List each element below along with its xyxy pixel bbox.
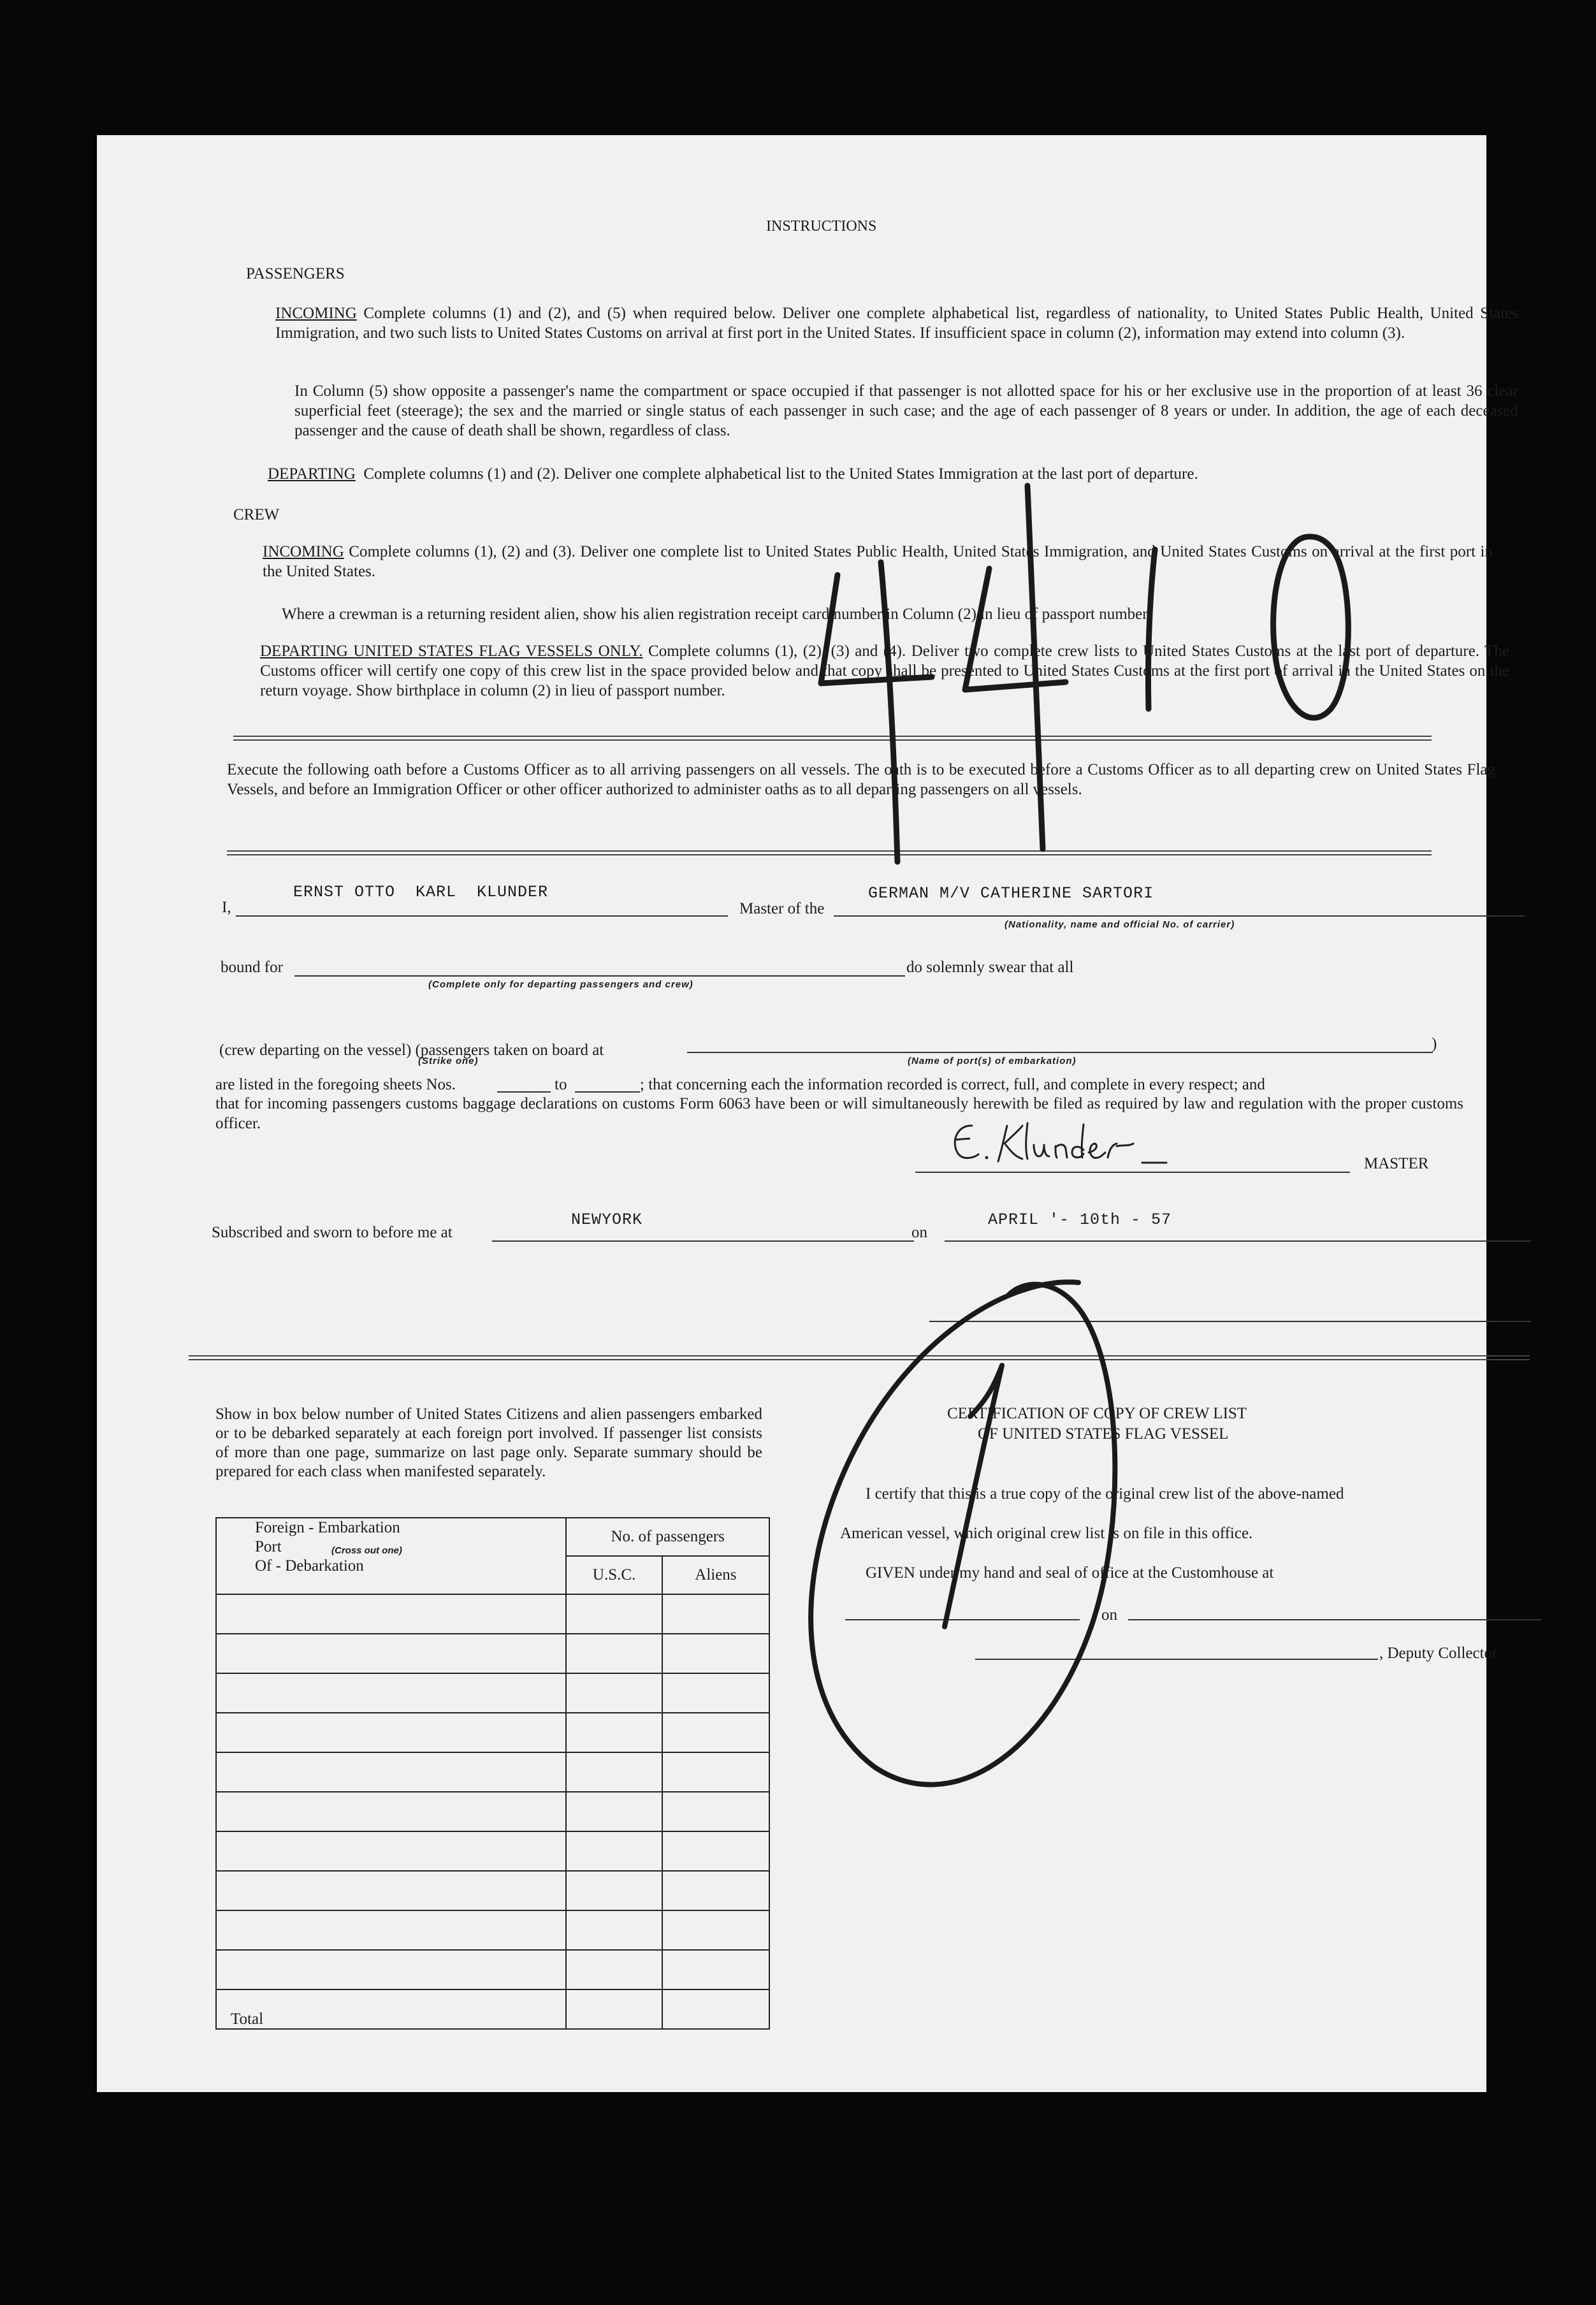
col-port-line3: Of - Debarkation [255, 1557, 364, 1574]
form-page [97, 135, 1519, 2092]
col-port-line1: Foreign - Embarkation [255, 1519, 400, 1536]
table-cell [216, 1831, 566, 1871]
passenger-summary-table [215, 1517, 770, 2030]
table-cell [566, 1673, 662, 1713]
cert-on-label: on [1101, 1606, 1117, 1624]
customs-text: that for incoming passengers customs baggage declarations on customs Form 6063 have been or will simultaneously herewith be filed as required by law and regulation with the proper customs officer. [215, 1095, 1463, 1132]
master-name-value: ERNST OTTO KARL KLUNDER [293, 883, 549, 901]
port-caption: (Name of port(s) of embarkation) [908, 1056, 1077, 1066]
crew-departing-label: DEPARTING UNITED STATES FLAG VESSELS ONLY. [260, 643, 643, 660]
to-label: to [555, 1076, 567, 1093]
passengers-departing-text: Complete columns (1) and (2). Deliver one complete alphabetical list to the United States Immigration at the last port of departure. [363, 465, 1198, 483]
table-cell [662, 1910, 769, 1950]
table-cell [566, 1989, 662, 2029]
certify-line2: American vessel, which original crew list is on file in this office. [840, 1525, 1253, 1542]
passengers-incoming-label: INCOMING [275, 305, 357, 322]
col-port-line2: Port [255, 1538, 282, 1555]
table-cell [662, 1752, 769, 1792]
table-cell [566, 1950, 662, 1989]
bound-for-label: bound for [221, 959, 283, 976]
table-cell [662, 1673, 769, 1713]
table-cell [662, 1950, 769, 1989]
table-cell [566, 1594, 662, 1634]
sheet-from-line [497, 1091, 551, 1093]
master-signature [932, 1117, 1212, 1174]
carrier-value: GERMAN M/V CATHERINE SARTORI [868, 884, 1154, 903]
table-cell [566, 1792, 662, 1831]
col-aliens: Aliens [662, 1556, 769, 1594]
bound-caption: (Complete only for departing passengers and crew) [428, 979, 693, 990]
table-cell [216, 1792, 566, 1831]
crew-passengers-text: (crew departing on the vessel) (passengers taken on board at [219, 1042, 604, 1059]
table-cell [566, 1831, 662, 1871]
certify-line1: I certify that this is a true copy of the original crew list of the above-named [866, 1485, 1344, 1502]
crew-incoming-text: Complete columns (1), (2) and (3). Deliver one complete list to United States Public Health, United States Immigration, and United States Customs on arrival at the first port in the United States. [263, 543, 1493, 580]
passengers-incoming-paragraph [275, 303, 1518, 343]
table-cell [216, 1634, 566, 1673]
table-cell [216, 1910, 566, 1950]
table-cell [662, 1792, 769, 1831]
handwritten-circled-number [779, 1270, 1136, 1818]
instructions-heading: INSTRUCTIONS [766, 218, 877, 235]
port-column-header [216, 1518, 566, 1594]
table-cell [662, 1594, 769, 1634]
swear-text: do solemnly swear that all [906, 959, 1074, 976]
embarkation-line [687, 1052, 1433, 1053]
passengers-incoming-text: Complete columns (1) and (2), and (5) when required below. Deliver one complete alphabetical list, regardless of nationality, to United States Public Health, United States Immigration, and two such lists to United States Customs on arrival at first port in the United States. If insufficient space in column (2), information may extend into column (3). [275, 305, 1519, 342]
correct-text: ; that concerning each the information recorded is correct, full, and complete in every respect; and [640, 1076, 1265, 1093]
table-cell [566, 1910, 662, 1950]
oath-i-label: I, [222, 899, 231, 916]
handwritten-sheet-number [798, 467, 1423, 1028]
crew-incoming-label: INCOMING [263, 543, 344, 560]
sheet-to-line [575, 1091, 640, 1093]
table-cell [566, 1634, 662, 1673]
table-cell [662, 1871, 769, 1910]
master-label: MASTER [1364, 1155, 1429, 1172]
passengers-departing-label: DEPARTING [268, 465, 356, 483]
crew-label: CREW [233, 506, 280, 523]
table-cell [216, 1871, 566, 1910]
on-label: on [911, 1224, 927, 1241]
sworn-date-line [945, 1240, 1531, 1242]
table-cell [566, 1752, 662, 1792]
subscribed-label: Subscribed and sworn to before me at [212, 1224, 453, 1241]
total-label: Total [216, 1989, 566, 2029]
table-cell [216, 1594, 566, 1634]
col-passengers: No. of passengers [566, 1518, 769, 1556]
table-cell [216, 1713, 566, 1752]
passengers-column5-text: In Column (5) show opposite a passenger's name the compartment or space occupied if that passenger is not allotted space for his or her exclusive use in the proportion of at least 36 clear superficial feet (steerage); the sex and the married or single status of each passenger in such case; and the age of each passenger of 8 years or under. In addition, the age of each deceased passenger and the cause of death shall be shown, regardless of class. [294, 382, 1518, 439]
strike-caption: (Strike one) [418, 1056, 479, 1066]
table-cell [216, 1752, 566, 1792]
closing-paren: ) [1432, 1035, 1437, 1052]
master-name-line [236, 915, 728, 917]
crew-departing-text: Complete columns (1), (2), (3) and (4). Deliver two complete crew lists to United States Customs at the last port of departure. The Customs officer will certify one copy of this crew list in the space provided below and that copy shall be presented to United States Customs at the first port of arrival in the United States on the return voyage. Show birthplace in column (2) in lieu of passport number. [260, 643, 1509, 699]
master-of-label: Master of the [739, 900, 825, 917]
table-cell [662, 1989, 769, 2029]
sworn-date-value: APRIL '- 10th - 57 [988, 1211, 1172, 1229]
crew-resident-text: Where a crewman is a returning resident alien, show his alien registration receipt card number in Column (2) in lieu of passport number. [282, 606, 1151, 623]
col-port-strike: (Cross out one) [331, 1545, 402, 1556]
given-text: GIVEN under my hand and seal of office at the Customhouse at [866, 1564, 1274, 1582]
oath-intro: Execute the following oath before a Customs Officer as to all arriving passengers on all vessels. The oath is to be executed before a Customs Officer as to all departing crew on United States Flag Vessels, and before an Immigration Officer or other officer authorized to administer oaths as to all departing passengers on all vessels. [227, 761, 1495, 798]
table-cell [566, 1871, 662, 1910]
certification-title-line1: CERTIFICATION OF COPY OF CREW LIST [947, 1405, 1247, 1422]
table-cell [662, 1713, 769, 1752]
passengers-label: PASSENGERS [246, 265, 345, 282]
listed-text: are listed in the foregoing sheets Nos. [215, 1076, 456, 1093]
table-cell [566, 1713, 662, 1752]
table-cell [216, 1950, 566, 1989]
sworn-place-line [492, 1240, 914, 1242]
certification-title-line2: OF UNITED STATES FLAG VESSEL [978, 1425, 1229, 1443]
table-cell [662, 1831, 769, 1871]
collector-label: , Deputy Collector [1379, 1645, 1498, 1662]
summary-instructions: Show in box below number of United States Citizens and alien passengers embarked or to be debarked separately at each foreign port involved. If passenger list consists of more than one page, summarize on last page only. Separate summary should be prepared for each class when manifested separately. [215, 1406, 762, 1480]
carrier-caption: (Nationality, name and official No. of carrier) [1005, 919, 1235, 930]
cert-date-line [1128, 1619, 1541, 1620]
table-cell [662, 1634, 769, 1673]
sworn-place-value: NEWYORK [571, 1211, 643, 1229]
col-usc: U.S.C. [566, 1556, 662, 1594]
table-cell [216, 1673, 566, 1713]
